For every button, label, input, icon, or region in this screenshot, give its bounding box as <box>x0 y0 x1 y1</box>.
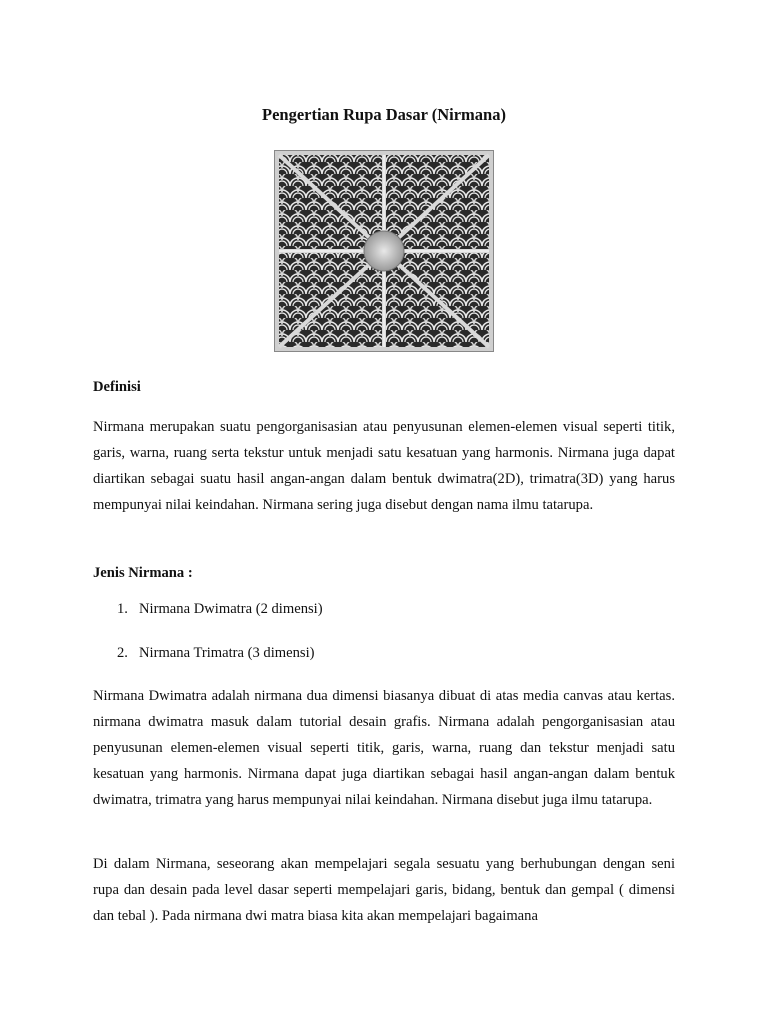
paragraph-nirmana-detail: Di dalam Nirmana, seseorang akan mempelajari segala sesuatu yang berhubungan dengan seni rupa dan desain pada level dasar seperti mempelajari garis, bidang, bentuk dan gempal ( dimensi dan tebal ). Pada nirmana dwi matra biasa kita akan mempelajari bagaimana <box>93 856 675 924</box>
list-item-text: Nirmana Dwimatra (2 dimensi) <box>139 601 323 617</box>
page-title: Pengertian Rupa Dasar (Nirmana) <box>262 105 506 124</box>
definisi-paragraph: Nirmana merupakan suatu pengorganisasian atau penyusunan elemen-elemen visual seperti titik, garis, warna, ruang serta tekstur untuk menjadi satu kesatuan yang harmonis. Nirmana juga dapat diartikan sebagai suatu hasil angan-angan dalam bentuk dwimatra(2D), trimatra(3D) yang harus mempunyai nilai keindahan. Nirmana sering juga disebut dengan nama ilmu tatarupa. <box>93 419 675 513</box>
list-item-number: 1. <box>117 601 128 617</box>
section-heading-jenis: Jenis Nirmana : <box>93 565 193 581</box>
section-heading-definisi: Definisi <box>93 379 141 395</box>
list-item-number: 2. <box>117 645 128 661</box>
paragraph-dwimatra: Nirmana Dwimatra adalah nirmana dua dimensi biasanya dibuat di atas media canvas atau kertas. nirmana dwimatra masuk dalam tutorial desain grafis. Nirmana adalah pengorganisasian atau penyusunan elemen-elemen visual seperti titik, garis, warna, ruang dan tekstur menjadi satu kesatuan yang harmonis. Nirmana dapat juga diartikan sebagai hasil angan-angan dalam bentuk dwimatra, trimatra yang harus mempunyai nilai keindahan. Nirmana disebut juga ilmu tatarupa. <box>93 688 675 808</box>
nirmana-pattern-image <box>274 150 494 352</box>
list-item-text: Nirmana Trimatra (3 dimensi) <box>139 645 315 661</box>
